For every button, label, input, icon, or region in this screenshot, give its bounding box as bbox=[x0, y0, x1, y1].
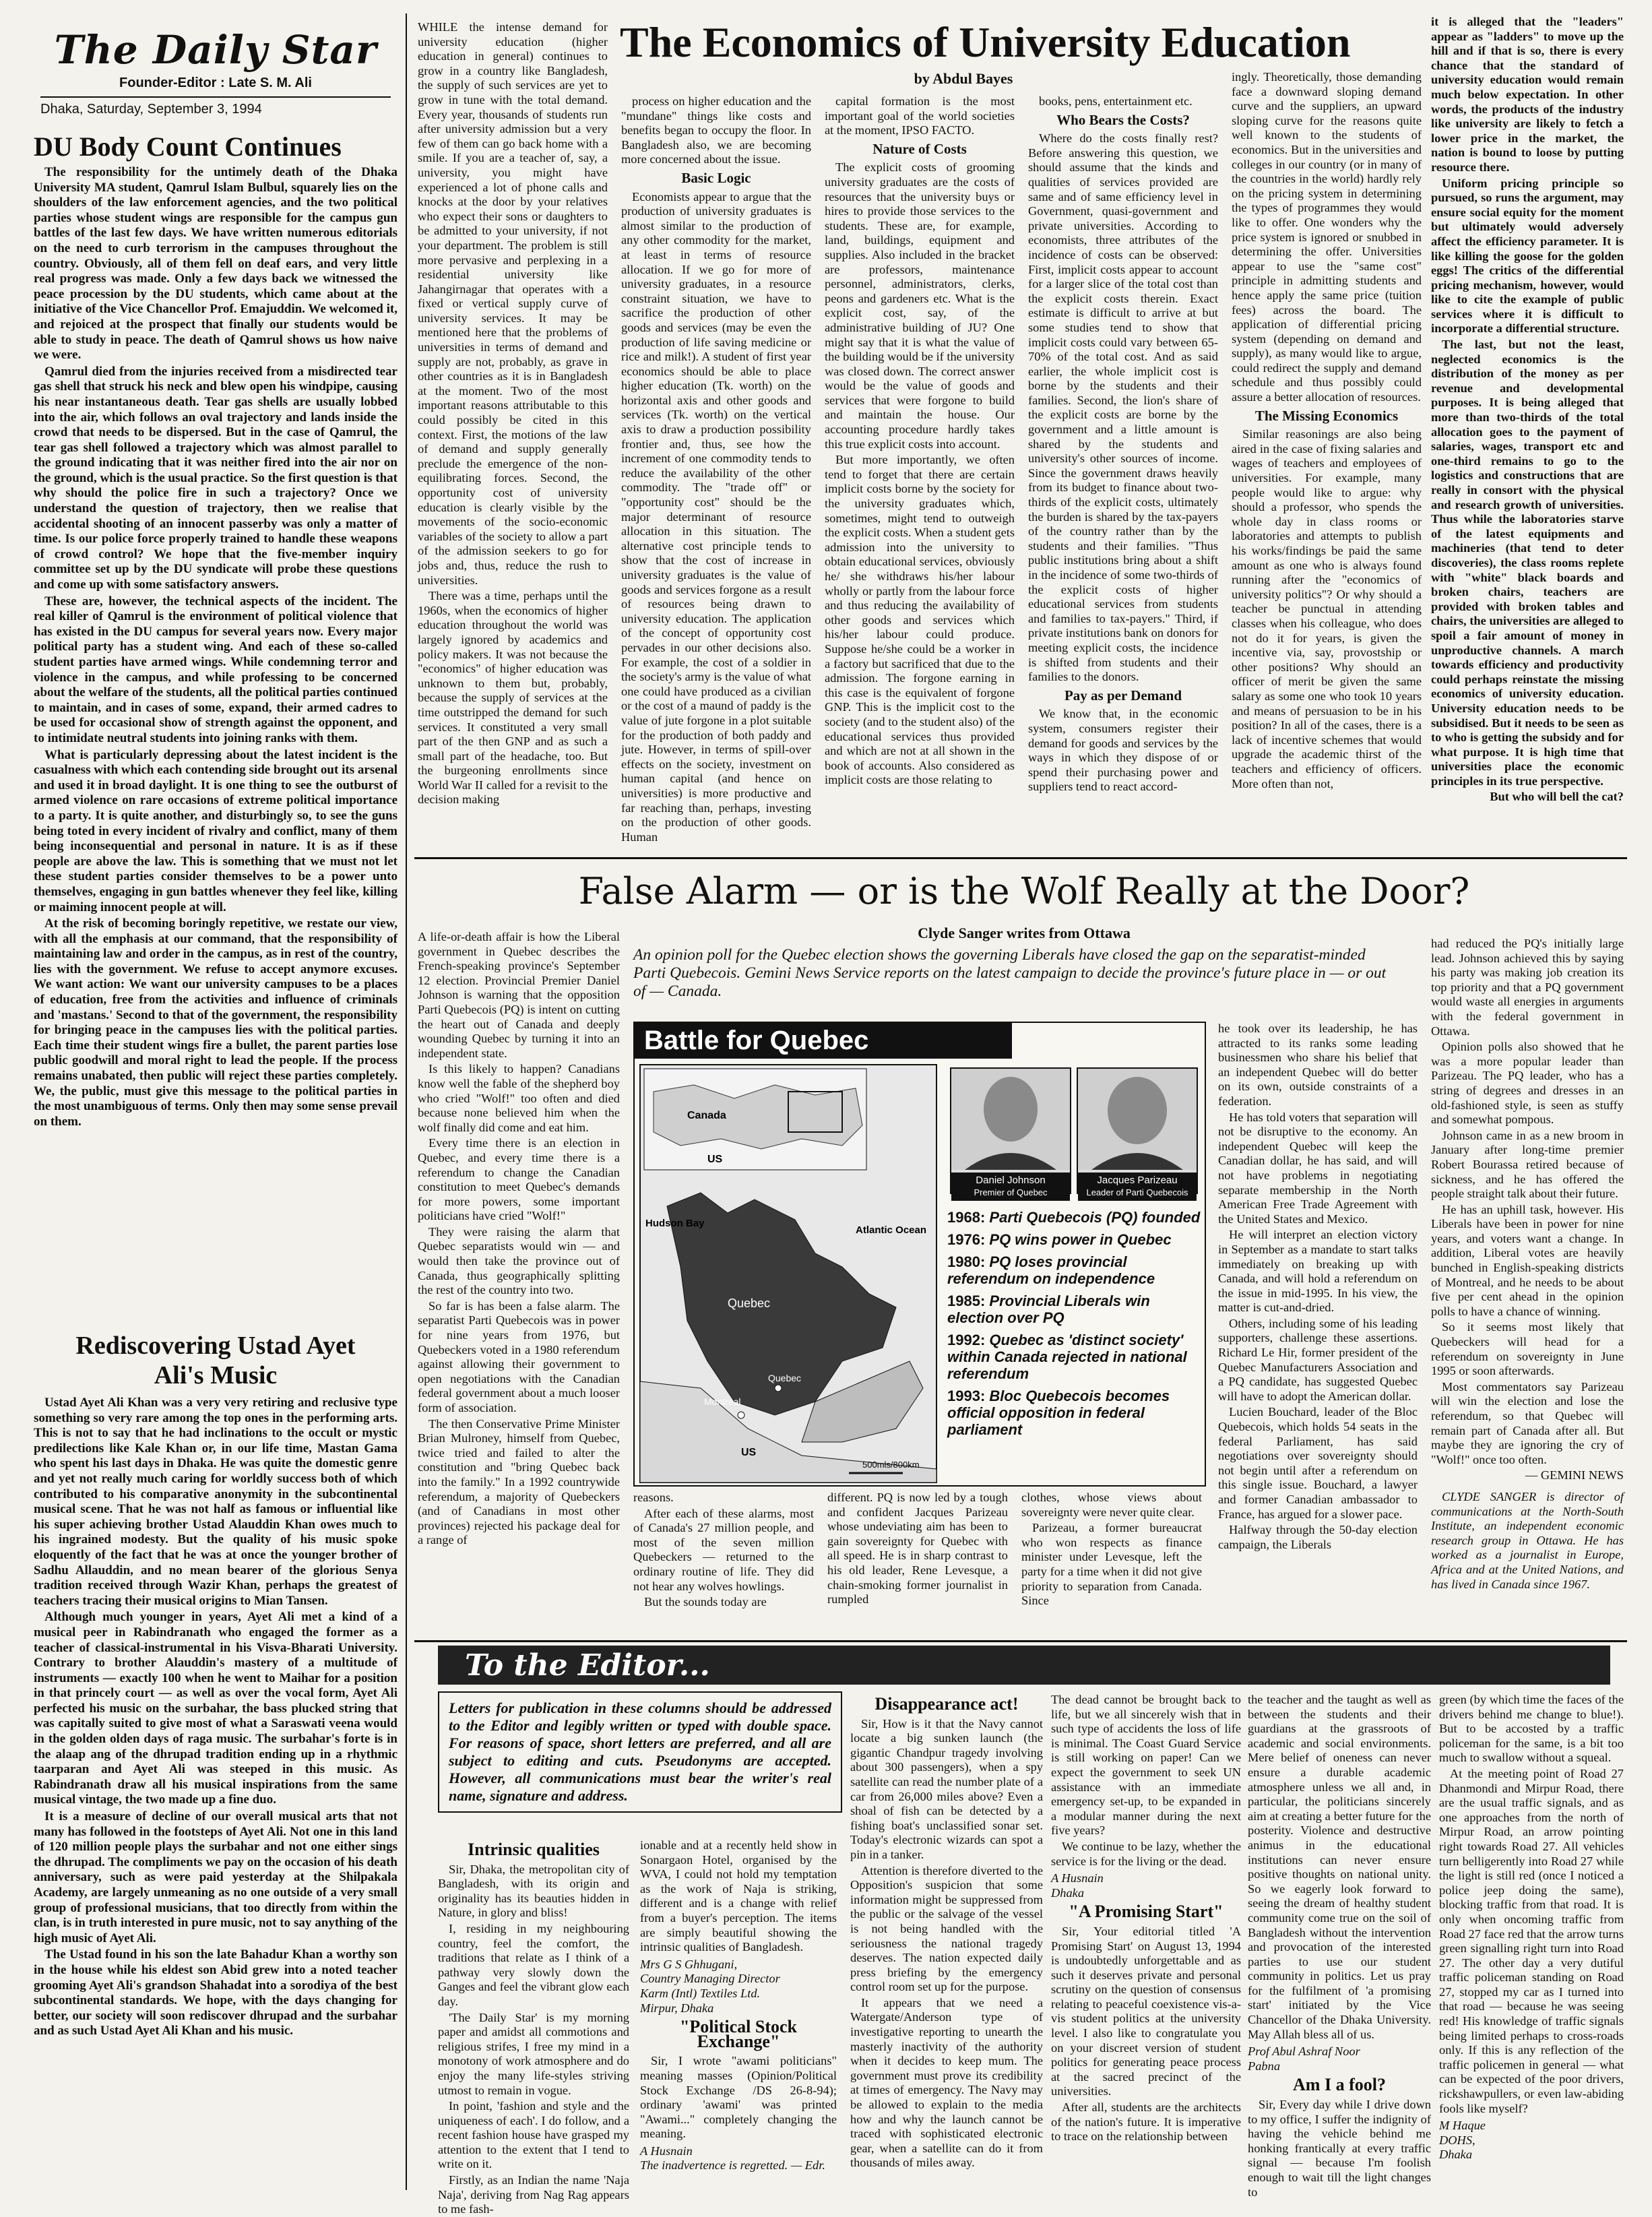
paragraph: After all, students are the architects of the nation's future. It is imperative to trace on the relationship between bbox=[1051, 2100, 1241, 2144]
map-point-montreal bbox=[738, 1412, 744, 1418]
subhead: Basic Logic bbox=[681, 169, 751, 186]
portrait-name: Jacques Parizeau bbox=[1097, 1175, 1178, 1186]
portrait-jacques-parizeau bbox=[1077, 1067, 1198, 1197]
quebec-col-2 bbox=[633, 1491, 814, 1637]
map-point-quebec-city bbox=[775, 1385, 782, 1392]
timeline-year: 1985: bbox=[947, 1292, 986, 1309]
quebec-headline: False Alarm — or is the Wolf Really at the Door? bbox=[578, 870, 1470, 912]
quebec-intro: An opinion poll for the Quebec election shows the governing Liberals have closed the gap on the separatist-minded Parti Quebecois. Gemini News Service reports on the latest campaign to decide the province's future place in — or out of — Canada. bbox=[633, 946, 1387, 1000]
portrait-role: Leader of Parti Quebecois bbox=[1086, 1187, 1188, 1197]
paragraph: Uniform pricing principle so pursued, so runs the argument, may ensure social equity for the moment but ultimately would adversely affect the efficiency parameter. It is like killing the goose for the golden eggs! The critics of the differential pricing mechanism, however, would like to cite the example of public services where it is difficult to incorporate a differential structure. bbox=[1431, 176, 1624, 336]
quebec-byline: Clyde Sanger writes from Ottawa bbox=[918, 925, 1131, 941]
timeline-year: 1992: bbox=[947, 1332, 986, 1348]
letter-disappearance-act bbox=[850, 1693, 1043, 2191]
timeline-year: 1993: bbox=[947, 1387, 986, 1404]
paragraph: ionable and at a recently held show in Sonargaon Hotel, organised by the WVA, I could not hold my temptation as the work of Naja is striking, different and is a change with relief from a buyer's perception. The items are simply beautiful showing the intrinsic qualities of Bangladesh. bbox=[640, 1838, 837, 1954]
signature-line: DOHS, bbox=[1439, 2133, 1475, 2147]
timeline-year: 1968: bbox=[947, 1209, 986, 1226]
portrait-name: Daniel Johnson bbox=[976, 1175, 1046, 1186]
subhead: Pay as per Demand bbox=[1064, 687, 1182, 704]
paragraph: At the meeting point of Road 27 Dhanmondi and Mirpur Road, there are the usual traffic signals, and as one approaches from the north of Mirpur Road, an arrow pointing right towards Road 27. All vehicles turn belligerently into Road 27 while the light is still red (once I noticed a police jeep doing the same), blocking traffic from that road. It is only when oncoming traffic from Road 27 face red that the arrow turns green signalling right turn into Road 27. The other day a very dutiful traffic policeman standing on Road 27, stopped my car as I turned into that road — because he was seeing red! His knowledge of traffic signals being limited perhaps to cross-roads only. If this is any reflection of the traffic policemen in general — what can be expected of the poor drivers, rickshawpullers, or even law-abiding fools like myself? bbox=[1439, 1766, 1624, 2115]
letter-intrinsic-qualities bbox=[438, 1838, 629, 2216]
timeline-item bbox=[947, 1387, 1202, 1438]
letter-title: "Political Stock Exchange" bbox=[679, 2017, 798, 2051]
signature-line: Dhaka bbox=[1051, 1885, 1085, 1900]
paragraph: Sir, I wrote "awami politicians" meaning masses (Opinion/Political Stock Exchange /DS 26-8-94); ordinary 'awami' was printed "Awami..." completely changing the meaning. bbox=[640, 2054, 837, 2141]
letter-signature bbox=[640, 1958, 837, 2016]
economics-byline: by Abdul Bayes bbox=[914, 70, 1013, 87]
paragraph: Firstly, as an Indian the name 'Naja Naja', deriving from Nag Rag appears to me fash- bbox=[438, 2173, 629, 2216]
paragraph: Is this likely to happen? Canadians know well the fable of the shepherd boy who cried "Wolf!" too often and died because none believed him when the wolf finally did come and eat him. bbox=[418, 1062, 620, 1134]
paragraph: Sir, Every day while I drive down to my office, I suffer the indignity of having the vehicle behind me honking frantically at every traffic signal — because I'm foolish enough to wait till the light changes to bbox=[1248, 2098, 1431, 2199]
letter-signature bbox=[1248, 2044, 1431, 2073]
paragraph: books, pens, entertainment etc. bbox=[1039, 94, 1193, 108]
masthead-title: The Daily Star bbox=[54, 27, 377, 73]
map-label-hudson-bay bbox=[645, 1218, 705, 1229]
quebec-col-1 bbox=[418, 930, 620, 1637]
economics-col-6 bbox=[1431, 15, 1624, 852]
paragraph: process on higher education and the "mundane" things like costs and benefits began to occupy the floor. In Bangladesh also, we are becoming more concerned about the issue. bbox=[621, 94, 811, 166]
paragraph: Halfway through the 50-day election campaign, the Liberals bbox=[1218, 1523, 1418, 1551]
person-icon bbox=[1078, 1069, 1197, 1170]
paragraph: Parizeau, a former bureaucrat who won respects as finance minister under Levesque, left the party for a time when it did not give priority to separation from Canada. Since bbox=[1021, 1521, 1202, 1608]
timeline-item bbox=[947, 1332, 1202, 1382]
quebec-map bbox=[640, 1065, 936, 1482]
timeline-item bbox=[947, 1292, 1202, 1326]
timeline-event: Bloc Quebecois becomes official opposition in federal parliament bbox=[947, 1387, 1170, 1438]
signature-line: Mrs G S Ghhugani, bbox=[640, 1957, 738, 1971]
quebec-col-3 bbox=[827, 1491, 1008, 1637]
paragraph: clothes, whose views about sovereignty were never quite clear. bbox=[1021, 1491, 1202, 1519]
portrait-role: Premier of Quebec bbox=[974, 1187, 1048, 1197]
signature-line: Dhaka bbox=[1439, 2148, 1473, 2162]
paragraph: had reduced the PQ's initially large lead. Johnson achieved this by saying his party was making job creation its top priority and that a PQ government would waste all energies in arguments with the federal government in Ottawa. bbox=[1431, 937, 1624, 1038]
economics-col-2 bbox=[621, 94, 811, 852]
timeline-event: PQ loses provincial referendum on independence bbox=[947, 1253, 1155, 1287]
letter-title: Am I a fool? bbox=[1293, 2075, 1386, 2095]
paragraph: reasons. bbox=[633, 1491, 674, 1504]
letter-signature bbox=[640, 2144, 837, 2173]
paragraph: He has told voters that separation will not be disruptive to the economy. An independent Quebec will keep the Canadian dollar, he has said, and will not have problems in negotiating separate membership in the North American Free Trade Agreement with the United States and Mexico. bbox=[1218, 1110, 1418, 1226]
paragraph: The dead cannot be brought back to life, but we all sincerely wish that in such type of accidents the loss of life is minimal. The Coast Guard Service is still working on paper! Can we expect the government to seek UN assistance with an immediate emergency set-up, to be expanded in a modular manner during the next five years? bbox=[1051, 1693, 1241, 1838]
paragraph: He will interpret an election victory in September as a mandate to start talks immediately on breaking up with Canada, and will hold a referendum on the issue in mid-1995. In his view, the matter is cut-and-dried. bbox=[1218, 1228, 1418, 1315]
author-note: CLYDE SANGER is director of communications at the North-South Institute, an independent economic research group in Ottawa. He has worked as a journalist in Europe, Africa and at the United Nations, and has lived in Canada since 1967. bbox=[1431, 1489, 1624, 1591]
paragraph: It is a measure of decline of our overall musical arts that not many has followed in the footsteps of Ayet Ali. Not one in this land of 120 million people plays the surbahar and not one either sings the dhrupad. The compliments we pay on the occasion of his death anniversary, such as were paid yesterday at the Shilpakala Academy, are largely unmeaning as no one outside of a very small group of professional musicians, that too directly from within the clan, is in truth interested in pure music, not to say anything of the high music of Ayet Ali. bbox=[34, 1809, 398, 1945]
paragraph: Attention is therefore diverted to the Opposition's suspicion that some information might be suppressed from the public or the salvage of the vessel is not being handled with the seriousness the national tragedy deserves. The nation expected daily press briefing by the emergency control room set up for the purpose. bbox=[850, 1863, 1043, 1994]
subhead: The Missing Economics bbox=[1254, 407, 1399, 424]
paragraph: the teacher and the taught as well as between the students and their guardians at the grassroots of academic and social environments. Mere belief of oneness can never ensure a durable academic atmosphere unless we all and, in particular, the politicians sincerely aim at creating a better future for the posterity. Violence and destructive animus in the educational institutions can never ensure positive thoughts on national unity. So we eagerly look forward to seeing the dream of healthy student community come true on the soil of Bangladesh without the intervention and provocation of the interested parties to use our student community in politics. Let us pray for the fulfilment of 'a promising start' initiated by the Vice Chancellor of the Dhaka University. May Allah bless all of us. bbox=[1248, 1693, 1431, 2041]
signature-line: A Husnain bbox=[640, 2144, 693, 2158]
paragraph: We continue to be lazy, whether the service is for the living or the dead. bbox=[1051, 1839, 1241, 1868]
paragraph: Sir, Your editorial titled 'A Promising Start' on August 13, 1994 is undoubtedly unforgettable and as such it deserves private and personal scrutiny on the question of consensus relating to peaceful coexistence vis-a-vis student politics at the university level. I also like to congratulate you on your discreet version of student politics for generating peace process at the sacred precinct of the universities. bbox=[1051, 1924, 1241, 2098]
subhead: Nature of Costs bbox=[872, 140, 967, 157]
economics-headline: The Economics of University Education bbox=[620, 18, 1351, 66]
paragraph: The responsibility for the untimely death of the Dhaka University MA student, Qamrul Islam Bulbul, squarely lies on the shoulders of the law enforcement agencies, and the two political parties whose student wings are responsible for the campus gun battles of the last few days. We have written numerous editorials on the need to curb terrorism in the campuses throughout the country. Obviously, all of them fell on deaf ears, and very little real progress was made. Only a few days back we witnessed the peace procession by the DU students, which came about at the initiative of the Vice Chancellor Prof. Emajuddin. We welcomed it, and rejoiced at the prospect that finally our students would be able to study in peace. The death of Qamrul shows us how naive we were. bbox=[34, 165, 398, 363]
timeline-item bbox=[947, 1209, 1202, 1226]
editorial-body bbox=[34, 1396, 398, 2039]
letter-title: Intrinsic qualities bbox=[468, 1840, 600, 1859]
letters-col-5 bbox=[1439, 1693, 1624, 2191]
signature-line: M Haque bbox=[1439, 2119, 1486, 2133]
paragraph: They were raising the alarm that Quebec separatists would win — and would then take the province out of Canada, thus geographically splitting the rest of the country into two. bbox=[418, 1224, 620, 1297]
editorial-headline: Rediscovering Ustad Ayet Ali's Music bbox=[75, 1332, 356, 1389]
signature-line: The inadvertence is regretted. — Edr. bbox=[640, 2158, 825, 2173]
column-rule bbox=[406, 13, 407, 2190]
paragraph: So far is has been a false alarm. The separatist Parti Quebecois was in power for nine years from 1976, but Quebeckers voted in a 1980 referendum against allowing their government to open negotiations with the Canadian federal government about a much looser form of association. bbox=[418, 1299, 620, 1414]
map-label-atlantic: Atlantic Ocean bbox=[856, 1224, 927, 1236]
paragraph: After each of these alarms, most of Canada's 27 million people, and most of the seven million Quebeckers — returned to the ordinary routine of life. They did not hear any wolves howlings. bbox=[633, 1506, 814, 1593]
paragraph: Sir, How is it that the Navy cannot locate a big sunken launch (the gigantic Chandpur tragedy involving about 300 passengers), when a spy satellite can read the number plate of a car from 26,000 miles above? Even a shoal of fish can be detected by a fishing boat's unclassified sonar set. Today's electronic wizards can spot a pin in a tanker. bbox=[850, 1716, 1043, 1861]
paragraph: The last, but not the least, neglected economics is the distribution of the money as per revenue and developmental purposes. It is being alleged that more than two-thirds of the total allocation goes to the payment of salaries, wages, transport etc and one-third remains to go to the logistics and constructions that are really in consort with the physical and research growth of universities. Thus while the laboratories starve of the latest equipments and machineries (that tend to deter discoveries), the class rooms replete with "white" black boards and broken chairs, teachers are provided with broken tables and chairs, the universities are alleged to spoil a fair amount of money in unproductive channels. A march towards efficiency and productivity could perhaps reinstate the missing economics of university education. University education needs to be subsidised. But it needs to be seen as to who is getting the subsidy and for what purpose. It is high time that universities place the economic principles in its true perspective. bbox=[1431, 338, 1624, 788]
paragraph: Lucien Bouchard, leader of the Bloc Quebecois, which holds 54 seats in the federal Parliament, has said negotiations over sovereignty should not begin until after a referendum on this single issue. Bouchard, a lawyer and former Canadian ambassador to France, has argued for a slower pace. bbox=[1218, 1405, 1418, 1521]
paragraph: it is alleged that the "leaders" appear as "ladders" to move up the hill and if that is so, there is every chance that the standard of university education would remain much below expectation. In other words, the products of the industry like university are likely to fetch a lower price in the market, the nation is bound to loose by putting resource there. bbox=[1431, 15, 1624, 174]
paragraph: The then Conservative Prime Minister Brian Mulroney, himself from Quebec, twice tried and failed to alter the constitution and "bring Quebec back into the family." In a 1992 countrywide referendum, a majority of Quebeckers (and of Canadians in most other provinces) rejected his package deal for a range of bbox=[418, 1416, 620, 1547]
editor-note: Letters for publication in these columns should be addressed to the Editor and legibly written or typed with double space. For reasons of space, short letters are preferred, and all are subject to editing and cuts. Pseudonyms are accepted. However, all communications must bear the writer's real name, signature and address. bbox=[438, 1691, 842, 1813]
paragraph-text: A life-or-death affair is how the Liberal government in Quebec describes the French-speaking province's September 12 election. Provincial Premier Daniel Johnson is warning that the opposition Parti Quebecois (PQ) is intent on cutting the heart out of Canada and deeply wounding Quebec by turning it into an independent state. bbox=[418, 930, 620, 1060]
timeline-event: Parti Quebecois (PQ) founded bbox=[989, 1209, 1201, 1226]
map-label-us: US bbox=[707, 1154, 723, 1165]
paragraph: ingly. Theoretically, those demanding face a downward sloping demand curve and the suppliers, an upward sloping curve for the reasons quite well known to the students of economics. But in the universities and colleges in our country (or in many of the countries in the world) hardly rely on the pricing system in determining the types of programmes they would like to offer. One wonders why the price system is ignored or snubbed in determining the offer. Universities appear to use the "same cost" principle in admitting students and hence apply the same price (tuition fees) across the board. The application of differential pricing system (depending on demand and supply), as many would like to argue, could redirect the supply and demand schedule and thus possibly could assure a better allocation of resources. bbox=[1232, 70, 1422, 404]
portrait-caption bbox=[951, 1173, 1070, 1201]
quebec-col-5 bbox=[1218, 1022, 1418, 1637]
portrait-caption bbox=[1078, 1173, 1197, 1201]
paragraph: But more importantly, we often tend to forget that there are certain implicit costs borne by the society for the university graduates which, sometimes, might tend to outweigh the explicit costs. When a student gets admission into the university to obtain educational services, obviously he/ she withdraws his/her labour wholly or partly from the labour force and thus reducing the availability of other goods and services which his/her labour could produce. Suppose he/she could be a worker in a factory but sacrificed that due to the admission. The forgone earning in this case is the equivalent of forgone GNP. This is the implicit cost to the society (and to the student also) of the educational services thus provided and which are not at all shown in the book of accounts. Also considered as implicit costs are those relating to bbox=[825, 453, 1015, 787]
paragraph: It appears that we need a Watergate/Anderson type of investigative reporting to unearth the masterly inactivity of the authority when it decides to keep mum. The government must prove its credibility at times of emergency. The Navy may be allowed to explain to the media how and why the launch cannot be traced with sophisticated electronic gear, when a satellite can do it from thousands of miles away. bbox=[850, 1995, 1043, 2170]
letters-col-4 bbox=[1248, 1693, 1431, 2199]
paragraph: The Ustad found in his son the late Bahadur Khan a worthy son in the house while his eldest son Abid grew into a noted teacher grooming Ayet Ali's grandson Shahadat into a sorodiya of the best subcontinental standards. We hope, with the days changing for better, our society will soon rediscover dhrupad and the surbahar and as such Ustad Ayet Ali Khan and his music. bbox=[34, 1947, 398, 2038]
paragraph: Opinion polls also showed that he was a more popular leader than Parizeau. The PQ leader, who has a string of degrees and dresses in an old-fashioned style, is seen as stuffy and somewhat pompous. bbox=[1431, 1040, 1624, 1127]
timeline-event: PQ wins power in Quebec bbox=[989, 1231, 1172, 1248]
paragraph: I, residing in my neighbouring country, feel the comfort, the traditions that relate as I think of a pathway very slowly down the Ganges and feel the vibrant glow each day. bbox=[438, 1921, 629, 2008]
map-label-quebec-city: Quebec bbox=[768, 1373, 802, 1383]
editorial-headline: DU Body Count Continues bbox=[34, 131, 342, 162]
editorial-du-body-count bbox=[34, 131, 398, 1324]
paragraph: He has an uphill task, however. His Liberals have been in power for nine years, and voters want a change. In addition, Liberal votes are heavily bunched in English-speaking districts of Montreal, and he needs to be about five per cent ahead in the opinion polls to have a chance of winning. bbox=[1431, 1202, 1624, 1318]
letter-signature bbox=[1051, 1871, 1241, 1900]
timeline-year: 1976: bbox=[947, 1231, 986, 1248]
paragraph: Where do the costs finally rest? Before answering this question, we should assume that the kinds and qualities of services provided are same and of same efficiency level in Government, quasi-government and private universities. According to economists, three attributes of the incidence of costs can be observed: First, implicit costs appear to account for a larger slice of the total cost than the explicit costs therein. Exact estimate is difficult to arrive at but some studies tend to show that implicit costs could vary between 65-70% of the total cost. And as said earlier, the whole implicit cost is borne by the students and their families. Second, the lion's share of the explicit costs are borne by the government and a little amount is shared by the students and university's other sources of income. Since the government draws heavily from its budget to finance about two-thirds of the explicit costs, ultimately the burden is shared by the tax-payers of the country rather than by the students and their families. "Thus public institutions bring about a shift in the incidence of some two-thirds of the explicit costs of higher educational services from students and families to tax-payers." Third, if private institutions bank on donors for meeting explicit costs, the incidence is shifted from students and their families to the donors. bbox=[1028, 131, 1218, 684]
paragraph: Others, including some of his leading supporters, challenge these assertions. Richard Le Hir, former president of the Quebec Manufacturers Association and a PQ candidate, has suggested Quebec will have to adopt the American dollar. bbox=[1218, 1316, 1418, 1403]
portrait-daniel-johnson bbox=[950, 1067, 1071, 1197]
paragraph: different. PQ is now led by a tough and confident Jacques Parizeau whose undeviating aim has been to gain sovereignty for Quebec with all speed. He is in sharp contrast to his old leader, Rene Levesque, a chain-smoking former journalist in rumpled bbox=[827, 1491, 1008, 1606]
map-label-text: Hudson Bay bbox=[645, 1218, 705, 1229]
subhead: Who Bears the Costs? bbox=[1056, 111, 1190, 128]
paragraph: What is particularly depressing about the latest incident is the casualness with which each contending side brought out its arsenal and used it in broad daylight. It is one thing to see the outburst of armed violence on rare occasions of extreme political importance to a party. It is quite another, and disturbingly so, to see the guns being toted in every incident of rivalry and conflict, many of them being inconsequential and personal in nature. It is as if these people are above the law. This is something that we must not let these student parties consider themselves to be a power unto themselves, engaging in gun battles whenever they feel like, killing or maiming innocent people at will. bbox=[34, 747, 398, 914]
paragraph: Every time there is an election in Quebec, and every time there is a referendum to change the Canadian constitution to meet Quebec's demands for more powers, some important politicians have cried "Wolf!" bbox=[418, 1136, 620, 1223]
person-icon bbox=[951, 1069, 1070, 1170]
paragraph: Similar reasonings are also being aired in the case of fixing salaries and wages of teachers and employees of universities. For example, many people would like to argue: why should a professor, who spends the whole day in class rooms or laboratories and attempts to publish his works/findings be paid the same amount as one who is always found running after the "economics of university politics"? Or why should a teacher be punctual in attending classes when his colleague, who does not do it for years, is given the incentive via, say, provostship or other positions? Why should an officer of merit be given the same salary as some one who took 10 years and means of persuasion to be in his position? In all of the cases, there is a lack of incentive schemes that would upgrade the academic thirst of the teachers and efficiency of officers. More often than not, bbox=[1232, 427, 1422, 790]
letters-col-3 bbox=[1051, 1693, 1241, 2191]
timeline-item bbox=[947, 1231, 1202, 1248]
signature-line: A Husnain bbox=[1051, 1871, 1104, 1885]
quebec-col-6 bbox=[1431, 937, 1624, 1637]
paragraph: capital formation is the most important goal of the world societies at the moment, IPSO FACTO. bbox=[825, 94, 1015, 137]
quebec-timeline bbox=[947, 1209, 1202, 1478]
letter-signature bbox=[1439, 2119, 1624, 2162]
economics-col-3 bbox=[825, 94, 1015, 852]
letters-col-1b bbox=[640, 1838, 837, 2189]
masthead-founder: Founder-Editor : Late S. M. Ali bbox=[119, 75, 312, 90]
section-rule bbox=[414, 1640, 1627, 1642]
paragraph: We know that, in the economic system, consumers register their demand for goods and services by the ways in which they dispose of or spend their purchasing power and suppliers tend to react accord- bbox=[1028, 707, 1218, 794]
paragraph: Most commentators say Parizeau will win the election and lose the referendum, so that Quebec will remain part of Canada after all. But maybe they are ignoring the cry of "Wolf!" once too often. bbox=[1431, 1379, 1624, 1466]
paragraph: Ustad Ayet Ali Khan was a very very retiring and reclusive type something so very rare among the top ones in the performing arts. This is not to say that he had inclinations to the occult or mystic predilections like Kale Khan or, in our life time, Mastan Gama who spent his last days in Dhaka. He was quite the domestic genre and yet not really much caring for worldly success both of which contributed to his comparative anonymity in the subcontinental musical scene. That he was not half as famous or influential like his super achieving brother Ustad Alauddin Khan owes much to his ingrained modesty. But the quality of his music spoke eloquently of the fact that he was at once the younger brother of Sadhu Allauddin, and no mean bearer of the glorious Senya tradition received through Wazir Khan, perhaps the greatest of teachers tracing their musical origins to Mian Tansen. bbox=[34, 1396, 398, 1608]
paragraph: At the risk of becoming boringly repetitive, we restate our view, with all the emphasis at our command, that the responsibility of maintaining law and order in the campus, as in rest of the country, lies with the government. We refuse to accept anymore excuses. We want action: We want our university campuses to be a places of education, free from the activities and influence of criminals and 'mastans.' Second to that of the government, the responsibility for bringing peace in the campuses lies with the political parties. Each time their student wings fire a bullet, the parent parties lose public goodwill and moral right to lead the people. If the process remains unabated, then public will reject these parties completely. We, the public, must give this message to the political parties in the most unambiguous of terms. Only then may some sense prevail on them. bbox=[34, 916, 398, 1129]
battle-for-quebec-graphic bbox=[633, 1022, 1206, 1487]
paragraph: The explicit costs of grooming university graduates are the costs of resources that the university buys or hires to provide those services to the students. These are, for example, land, buildings, equipment and supplies. Also included in the bracket are professors, maintenance personnel, administrators, clerks, peons and gardeners etc. What is the explicit cost, say, of the administrative building of JU? One might say that it is what the value of the building would be if the university was closed down. The correct answer would be the value of goods and services that were forgone to build and maintain the house. Our accounting procedure hardly takes this true explicit costs into account. bbox=[825, 160, 1015, 451]
paragraph: These are, however, the technical aspects of the incident. The real killer of Qamrul is the environment of political violence that has existed in the DU campus for several years now. Every major political party has a student wing. And each of these so-called student parties have armed wings. While condemning terror and violence in the campus, and while professing to be concerned about the welfare of the students, all the political parties continued to maintain, and in cases of some, expand, their armed cadres to be used for occasional show of strength against the opponent, and to intimidate neutral students into joining ranks with them. bbox=[34, 594, 398, 745]
source-credit: — GEMINI NEWS bbox=[1525, 1468, 1624, 1482]
letter-title: "A Promising Start" bbox=[1069, 1902, 1224, 1922]
signature-line: Karm (Intl) Textiles Ltd. bbox=[640, 1986, 761, 2000]
paragraph: There was a time, perhaps until the 1960s, when the economics of higher education throughout the world was largely ignored by academics and policy makers. It was not because the "economics" of higher education was unknown to them but, probably, because the supply of services at the time outstripped the demand for such services. It constituted a very small part of the then GNP and as such a small part of the headache, too. But the burgeoning enrollments since World War II called for a revisit to the decision making bbox=[418, 589, 608, 807]
timeline-year: 1980: bbox=[947, 1253, 986, 1270]
editorial-ustad-ayet-ali bbox=[34, 1331, 398, 2173]
signature-line: Pabna bbox=[1248, 2059, 1281, 2073]
timeline-item bbox=[947, 1253, 1202, 1287]
paragraph: green (by which time the faces of the drivers behind me change to blue!). But to be accosted by a traffic policeman for the same, is a bit too much to swallow without a squeal. bbox=[1439, 1693, 1624, 1765]
letters-col-1 bbox=[438, 1691, 842, 2216]
to-the-editor-banner: To the Editor... bbox=[438, 1646, 1610, 1685]
paragraph: 'The Daily Star' is my morning paper and amidst all commotions and religious strifes, I free my mind in a monotony of work atmosphere and do enjoy the many life-styles striving utmost to remain in vogue. bbox=[438, 2010, 629, 2097]
paragraph: But the sounds today are bbox=[644, 1595, 767, 1609]
map-label-us-south: US bbox=[741, 1447, 757, 1458]
masthead bbox=[40, 27, 391, 128]
signature-line: Prof Abul Ashraf Noor bbox=[1248, 2044, 1360, 2059]
quebec-col-4 bbox=[1021, 1491, 1202, 1637]
paragraph: So it seems most likely that Quebeckers will head for a referendum on sovereignty in June 1995 or soon afterwards. bbox=[1431, 1320, 1624, 1378]
paragraph: Economists appear to argue that the production of university graduates is almost similar to the production of any other commodity for the market, at least in terms of resource allocation. If we go for more of university graduates, in a resource constraint situation, we have to sacrifice the production of other goods and services (may be even the production of life saving medicine or rice and milk!). A student of first year economics should be able to place higher education (Tk. worth) on the horizontal axis and other goods and services (Tk. worth) on the vertical axis to draw a production possibility frontier and, thus, see how the increment of one commodity tends to reduce the availability of the other commodity. The "trade off" or "opportunity cost" should be the major determinant of resource allocation in this situation. The alternative cost principle tends to show that the cost of increase in university graduates is the value of goods and services forgone as a result of resources being drawn to university education. The application of the concept of opportunity cost pervades in our other decisions also. For example, the cost of a soldier in the society's army is the value of what one could have produced as a civilian or the cost of a maund of paddy is the value of jute forgone in a plot suitable for the production of both paddy and jute. However, in terms of spill-over effects on the society, investment on human capital (and hence on universities) is more productive and far reaching than, perhaps, investing on the production of other goods. Human bbox=[621, 189, 811, 844]
signature-line: Country Managing Director bbox=[640, 1972, 780, 1986]
paragraph: But who will bell the cat? bbox=[1490, 790, 1624, 804]
signature-line: Mirpur, Dhaka bbox=[640, 2001, 714, 2015]
paragraph: WHILE the intense demand for university education (higher education in general) continues to grow in a country like Bangladesh, the supply of such services are yet to grow in tune with the total demand. Every year, thousands of students run after university admission but a very few of them can go back home with a smile. If you are a teacher of, say, a university, you might have experienced a lot of phone calls and knocks at the door by your relatives who expect their sons or daughters to be admitted to your university, if not your department. The problem is still more pervasive and perplexing in a residential university like Jahangirnagar that operates with a fixed or vertical supply curve of university services. It may be mentioned here that the problems of universities in terms of demand and supply are not, probably, as grave in other countries as it is in Bangladesh at the moment. Two of the most important reasons attributable to this could possibly be cited in this context. First, the motions of the law of demand and supply generally preclude the emergence of the non-equilibrating forces. Second, the opportunity cost of university education is clearly visible by the movements of the socio-economic variables of the society to allow a part of the admission seekers to go for jobs and, thus, reduce the rush to universities. bbox=[418, 20, 608, 587]
map-scale: 500mls/800km bbox=[862, 1460, 920, 1470]
paragraph: he took over its leadership, he has attracted to its ranks some leading businessmen who share his belief that an independent Quebec will do better on its own, outside constraints of a federation. bbox=[1218, 1022, 1418, 1108]
timeline-event: Quebec as 'distinct society' within Canada rejected in national referendum bbox=[947, 1332, 1187, 1382]
section-rule bbox=[414, 857, 1627, 859]
masthead-date: Dhaka, Saturday, September 3, 1994 bbox=[40, 102, 262, 117]
paragraph: Qamrul died from the injuries received from a misdirected tear gas shell that struck his neck and blew open his windpipe, causing his near instantaneous death. Tear gas shells are usually lobbed into the air, which follows an oval trajectory and lands inside the crowd that needs to be dispersed. But in the case of Qamrul, the tear gas shell followed a trajectory which was almost parallel to the ground indicating that it was neither fired into the air nor on the ground, which is the usual practice. So the first question is that why should the police fire in such a trajectory? Once we understand the question of trajectory, then we realise that accidental shooting of an innocent passerby was only a matter of time. Is our police force properly trained to handle these weapons of crowd control? We hope that the five-member inquiry committee set up by the DU syndicate will probe these questions and come up with some satisfactory answers. bbox=[34, 364, 398, 592]
editorial-body bbox=[34, 165, 398, 1129]
economics-col-4 bbox=[1028, 94, 1218, 852]
map-label-montreal: Montreal bbox=[704, 1396, 741, 1407]
timeline-event: Provincial Liberals win election over PQ bbox=[947, 1292, 1150, 1326]
map-label-canada: Canada bbox=[687, 1110, 726, 1121]
paragraph: In point, 'fashion and style and the uniqueness of each'. I do follow, and a recent fashion house have grasped my attention to the extent that I tend to write on it. bbox=[438, 2099, 629, 2171]
paragraph bbox=[418, 930, 620, 1061]
graphic-title: Battle for Quebec bbox=[635, 1023, 1012, 1059]
economics-col-5 bbox=[1232, 70, 1422, 852]
paragraph: Although much younger in years, Ayet Ali met a kind of a musical peer in Rabindranath who engaged the former as a teacher of classical-instrumental in his Visva-Bharati University. Contrary to brother Alauddin's mastery of a multitude of instruments — exactly 100 when he went to Maihar for a position in that princely court — as well as over the vocal form, Ayet Ali perfected his music on the surbahar, the bass plucked string that was capitally suited to give most of what a Saraswati veena would in the golden olden days of raga music. The surbahar's forte is in the alaap ang of the dhrupad tradition ending up in a rhythmic taarparan and Ayet Ali was steeped in this music. As Rabindranath draw all his musical inspirations from the same musical vintage, the two made up a fine duo. bbox=[34, 1610, 398, 1807]
letter-title: Disappearance act! bbox=[875, 1694, 1019, 1714]
paragraph: Sir, Dhaka, the metropolitan city of Bangladesh, with its origin and originality has its beauties hidden in Nature, in glory and bliss! bbox=[438, 1862, 629, 1920]
economics-col-1 bbox=[418, 20, 608, 852]
map-label-quebec-province: Quebec bbox=[728, 1297, 771, 1310]
paragraph: Johnson came in as a new broom in January after long-time premier Robert Bourassa retired because of sickness, and he has offered the people straight talk about their future. bbox=[1431, 1128, 1624, 1201]
